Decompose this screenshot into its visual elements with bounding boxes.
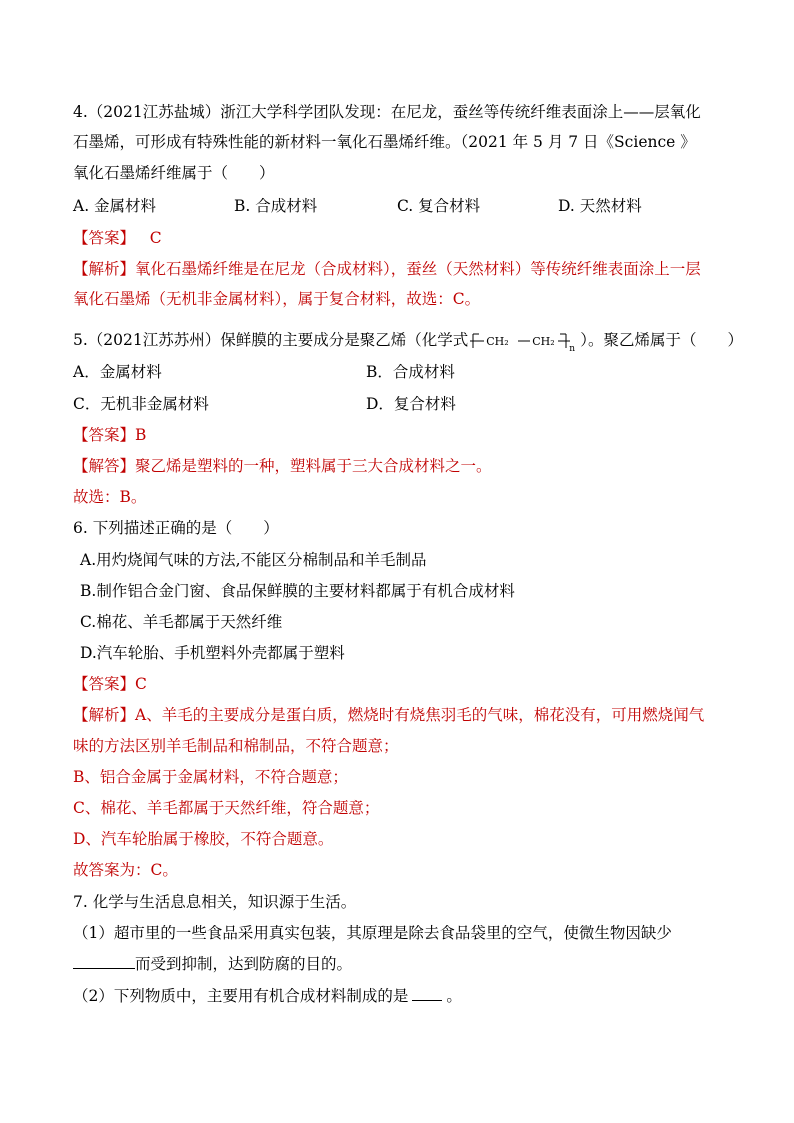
q6-option-b: B.制作铝合金门窗、食品保鲜膜的主要材料都属于有机合成材料 <box>80 582 515 600</box>
q6-analysis-line3: B、铝合金属于金属材料，不符合题意； <box>73 768 348 786</box>
q6-stem: 6. 下列描述正确的是（ ） <box>73 519 279 537</box>
polyethylene-formula <box>470 331 578 354</box>
q6-analysis-line4: C、棉花、羊毛都属于天然纤维，符合题意； <box>73 799 380 817</box>
q4-option-c: C. 复合材料 <box>397 197 481 215</box>
q4-analysis-line1 <box>73 259 701 279</box>
q6-answer-value: C <box>135 675 147 693</box>
q4-option-b: B. 合成材料 <box>234 197 318 215</box>
q4-analysis-text1: 氧化石墨烯纤维是在尼龙（合成材料），蚕丝（天然材料）等传统纤维表面涂上一层 <box>135 260 701 278</box>
q5-stem-line1 <box>73 330 744 354</box>
formula-ch2-left: CH₂ <box>486 335 509 348</box>
q7-part2-prefix: （2）下列物质中，主要用有机合成材料制成的是 <box>73 987 409 1005</box>
q6-analysis-text1: A、羊毛的主要成分是蛋白质，燃烧时有烧焦羽毛的气味，棉花没有，可用燃烧闻气 <box>135 706 705 724</box>
q5-answer <box>73 425 146 445</box>
q6-analysis-line5: D、汽车轮胎属于橡胶，不符合题意。 <box>73 830 334 848</box>
q4-answer-value: C <box>149 229 162 247</box>
q5-option-b: B．合成材料 <box>366 363 455 381</box>
q5-analysis-label: 【解答】 <box>73 457 136 475</box>
q6-option-c: C.棉花、羊毛都属于天然纤维 <box>80 613 283 631</box>
q4-stem-line1: 4.（2021江苏盐城）浙江大学科学团队发现：在尼龙，蚕丝等传统纤维表面涂上——层氧化 <box>73 103 701 121</box>
formula-ch2-right: CH₂ <box>532 335 555 348</box>
formula-subscript-n: n <box>569 344 576 354</box>
q5-analysis-line2: 故选：B。 <box>73 488 147 506</box>
q6-option-a: A.用灼烧闻气味的方法,不能区分棉制品和羊毛制品 <box>80 551 427 569</box>
q6-analysis-line6: 故答案为：C。 <box>73 861 178 879</box>
q7-part1-line2 <box>73 954 352 974</box>
q5-stem-prefix: 5.（2021江苏苏州）保鲜膜的主要成分是聚乙烯（化学式 <box>73 331 469 349</box>
q5-option-c: C．无机非金属材料 <box>73 395 209 413</box>
q7-stem: 7. 化学与生活息息相关，知识源于生活。 <box>73 893 357 911</box>
q5-stem-suffix: ）。聚乙烯属于（ ） <box>580 331 744 349</box>
q5-analysis-text1: 聚乙烯是塑料的一种，塑料属于三大合成材料之一。 <box>135 457 492 475</box>
q4-answer-label: 【答案】 <box>73 229 136 247</box>
q6-answer <box>73 674 147 694</box>
q6-analysis-line1 <box>73 705 704 725</box>
q6-analysis-label: 【解析】 <box>73 706 136 724</box>
q4-option-d: D. 天然材料 <box>558 197 642 215</box>
q7-part1-suffix: 而受到抑制，达到防腐的目的。 <box>135 955 353 973</box>
q4-stem-line2: 石墨烯，可形成有特殊性能的新材料一氧化石墨烯纤维。（2021 年 5 月 7 日《Science 》 <box>73 133 696 151</box>
q5-analysis-line1 <box>73 456 492 476</box>
q6-answer-label: 【答案】 <box>73 675 136 693</box>
q5-option-a: A．金属材料 <box>73 363 162 381</box>
q6-analysis-line2: 味的方法区别羊毛制品和棉制品，不符合题意； <box>73 737 399 755</box>
q4-stem-line3: 氧化石墨烯纤维属于（ ） <box>73 164 275 182</box>
q5-option-d: D．复合材料 <box>366 395 456 413</box>
q7-blank-2 <box>412 986 442 1001</box>
q7-blank-1 <box>73 954 135 969</box>
q7-part1-line1: （1）超市里的一些食品采用真实包装，其原理是除去食品袋里的空气，使微生物因缺少 <box>73 924 672 942</box>
q4-option-a: A. 金属材料 <box>73 197 157 215</box>
q4-answer <box>73 228 162 248</box>
q5-answer-label: 【答案】 <box>73 426 136 444</box>
q6-option-d: D.汽车轮胎、手机塑料外壳都属于塑料 <box>80 644 345 662</box>
q7-part2-suffix: 。 <box>446 987 462 1005</box>
q7-part2-line <box>73 986 462 1006</box>
q5-answer-value: B <box>135 426 147 444</box>
q4-analysis-line2: 氧化石墨烯（无机非金属材料），属于复合材料，故选：C。 <box>73 290 481 308</box>
q4-analysis-label: 【解析】 <box>73 260 136 278</box>
